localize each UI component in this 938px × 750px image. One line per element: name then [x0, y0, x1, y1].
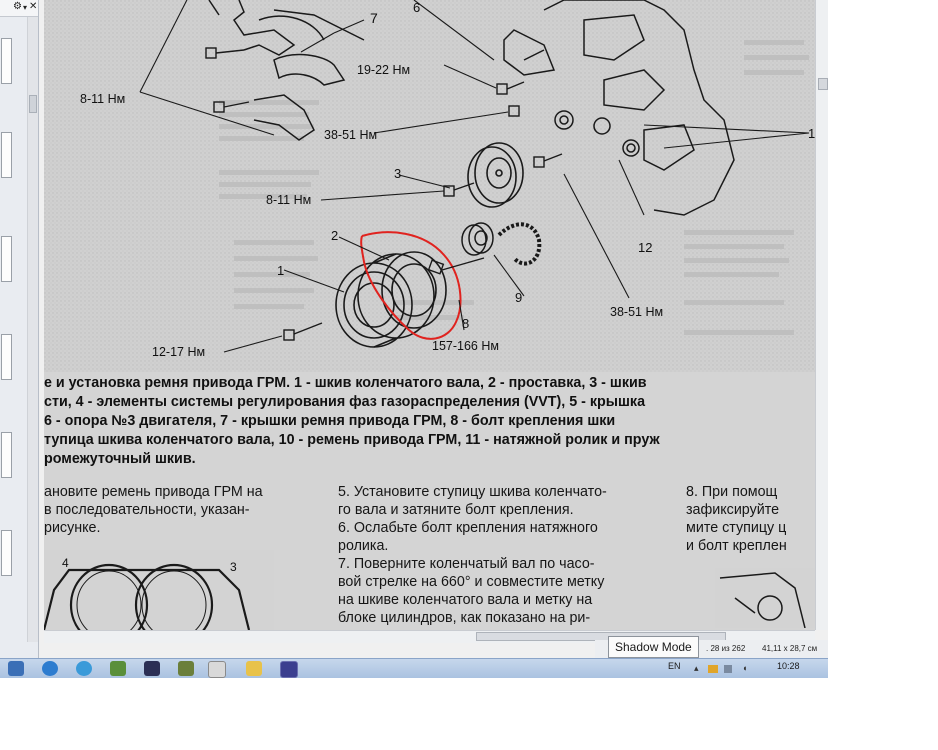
text-line: ановите ремень привода ГРМ на — [44, 484, 263, 500]
language-indicator[interactable]: EN — [668, 661, 681, 671]
diagram-label: 3 — [394, 166, 402, 181]
diagram-label: 1 — [277, 263, 285, 278]
page-indicator: . 28 из 262 — [706, 644, 746, 653]
page-thumbnail[interactable] — [1, 530, 12, 576]
chrome-icon[interactable] — [208, 661, 226, 678]
diagram-label: 1 — [808, 126, 815, 141]
torque-label: 8-11 Нм — [80, 92, 126, 106]
page-thumbnail[interactable] — [1, 38, 12, 84]
text-line: 5. Установите ступицу шкива коленчато- — [338, 484, 607, 500]
torque-label: 157-166 Нм — [432, 339, 499, 353]
page-thumbnail[interactable] — [1, 236, 12, 282]
torque-label: 12-17 Нм — [152, 345, 206, 359]
diagram-label: 8 — [462, 316, 470, 331]
page-size: 41,11 x 28,7 см — [762, 644, 818, 653]
page-thumbnail[interactable] — [1, 334, 12, 380]
caption-line: 6 - опора №3 двигателя, 7 - крышки ремня привода ГРМ, 8 - болт крепления шки — [44, 413, 616, 429]
panel-header — [0, 0, 38, 17]
text-column-1 — [44, 483, 332, 537]
text-line: рисунке. — [44, 520, 101, 536]
network-icon[interactable] — [724, 665, 732, 673]
app-icon[interactable] — [178, 661, 194, 676]
caption-line: е и установка ремня привода ГРМ. 1 - шкив коленчатого вала, 2 - проставка, 3 - шкив — [44, 375, 647, 391]
figure-label: 4 — [62, 556, 69, 570]
caption-line: сти, 4 - элементы системы регулирования фаз газораспределения (VVT), 5 - крышка — [44, 394, 646, 410]
tray-icon[interactable]: ▴ — [694, 663, 699, 673]
volume-icon[interactable]: ◖ — [742, 663, 748, 673]
taskbar — [0, 658, 828, 678]
engine-diagram — [44, 0, 815, 372]
ie-icon[interactable] — [76, 661, 92, 676]
caption-line: ромежуточный шкив. — [44, 451, 196, 467]
gear-icon[interactable]: ⚙ — [13, 1, 22, 12]
scroll-thumb[interactable] — [818, 78, 828, 90]
text-line: зафиксируйте — [686, 502, 780, 518]
clock[interactable]: 10:28 — [777, 661, 800, 671]
thumbnail-panel — [0, 0, 39, 660]
text-line: блоке цилиндров, как показано на ри- — [338, 610, 591, 626]
text-line: в последовательности, указан- — [44, 502, 250, 518]
figure-label: 3 — [230, 560, 237, 574]
scroll-thumb[interactable] — [29, 95, 37, 113]
app-icon[interactable] — [144, 661, 160, 676]
panel-scrollbar[interactable] — [27, 17, 38, 642]
page-thumbnail[interactable] — [1, 432, 12, 478]
ie-icon[interactable] — [42, 661, 58, 676]
app-icon[interactable] — [280, 661, 298, 678]
page-thumbnail[interactable] — [1, 132, 12, 178]
text-line: на шкиве коленчатого вала и метку на — [338, 592, 593, 608]
torque-label: 19-22 Нм — [357, 63, 411, 77]
text-column-2 — [338, 483, 678, 627]
torque-label: 8-11 Нм — [266, 193, 312, 207]
app-icon[interactable] — [110, 661, 126, 676]
figure-preview — [715, 568, 815, 628]
figure-caption — [44, 374, 815, 469]
diagram-label: 9 — [515, 290, 523, 305]
text-line: 8. При помощ — [686, 484, 778, 500]
diagram-label: 6 — [413, 0, 421, 15]
text-line: ролика. — [338, 538, 389, 554]
tray-icon[interactable] — [708, 665, 718, 673]
close-icon[interactable]: ✕ — [29, 1, 38, 12]
vertical-scrollbar[interactable] — [815, 0, 828, 630]
diagram-label: 7 — [370, 10, 378, 26]
chevron-down-icon[interactable]: ▾ — [23, 3, 28, 12]
text-line: го вала и затяните болт крепления. — [338, 502, 574, 518]
diagram-label: 12 — [638, 240, 653, 255]
start-icon[interactable] — [8, 661, 24, 676]
torque-label: 38-51 Нм — [324, 128, 378, 142]
text-line: 7. Поверните коленчатый вал по часо- — [338, 556, 595, 572]
shadow-mode-button[interactable]: Shadow Mode — [608, 636, 699, 658]
text-line: вой стрелке на 660° и совместите метку — [338, 574, 605, 590]
text-line: мите ступицу ц — [686, 520, 787, 536]
folder-icon[interactable] — [246, 661, 262, 676]
figure-preview — [44, 550, 274, 630]
text-line: и болт креплен — [686, 538, 787, 554]
torque-label: 38-51 Нм — [610, 305, 664, 319]
diagram-label: 2 — [331, 228, 339, 243]
text-column-3 — [686, 483, 815, 555]
caption-line: тупица шкива коленчатого вала, 10 - ремень привода ГРМ, 11 - натяжной ролик и пруж — [44, 432, 660, 448]
text-line: 6. Ослабьте болт крепления натяжного — [338, 520, 598, 536]
